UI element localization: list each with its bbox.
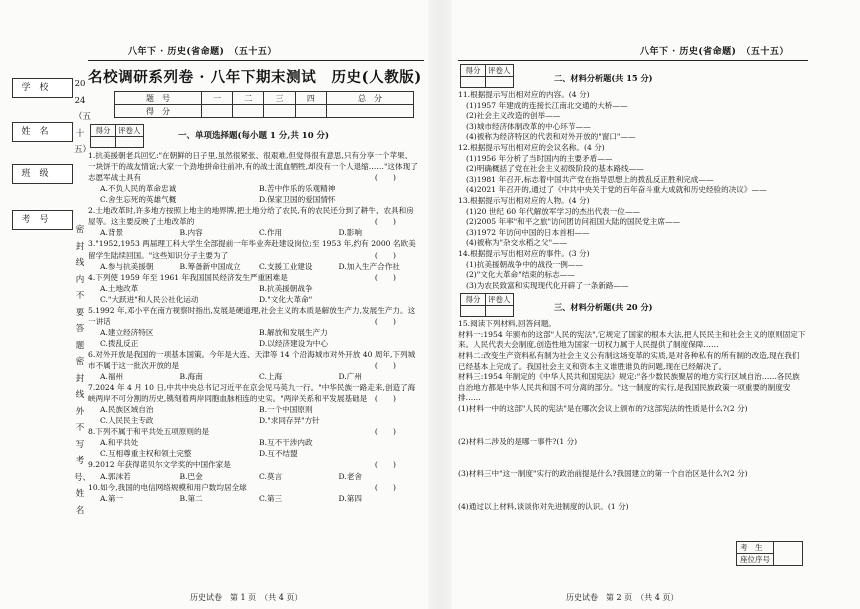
question-text: 9.2012 年获得诺贝尔文学奖的中国作家是	[88, 460, 231, 470]
fill-in-item[interactable]: (2)明确概括了党在社会主义初级阶段的基本路线——	[466, 164, 644, 174]
answer-option[interactable]: B.海南	[179, 372, 203, 382]
answer-option[interactable]: D.加入生产合作社	[338, 261, 400, 271]
option-group	[88, 261, 418, 272]
question-item	[458, 143, 806, 196]
question-text: 8.下列不属于和平共处五项原则的是	[88, 427, 210, 437]
question-item	[88, 349, 418, 382]
answer-option[interactable]: B.苦中作乐的乐观精神	[259, 184, 336, 194]
score-input[interactable]	[327, 105, 414, 118]
answer-bracket[interactable]: ( )	[374, 361, 396, 371]
grade-box-input[interactable]	[486, 77, 514, 88]
option-group	[88, 493, 418, 504]
question-text: 3."1952,1953 两届理工科大学生全部提前一年毕业奔赴建设岗位;至 1953 年,约有 2000 名欧美留学生陆续回国。"这些知识分子主要为了	[88, 239, 416, 260]
option-group	[88, 404, 418, 426]
answer-option[interactable]: C.第三	[259, 493, 283, 503]
answer-option[interactable]: A.背景	[100, 228, 124, 238]
option-group	[88, 437, 418, 459]
sub-question[interactable]: (2)材料二涉及的是哪一事件?(1 分)	[458, 436, 578, 446]
seat-number-box	[736, 541, 803, 566]
header-rule-left	[88, 60, 424, 61]
answer-option[interactable]: D.老舍	[338, 471, 362, 481]
page-fold	[428, 0, 452, 609]
grade-box-input[interactable]	[486, 306, 514, 317]
answer-option[interactable]: D.广州	[338, 372, 362, 382]
answer-bracket[interactable]: ( )	[374, 482, 396, 492]
answer-option[interactable]: C."大跃进"和人民公社化运动	[100, 294, 199, 304]
fill-in-item[interactable]: (1)1957 年建成的连接长江南北交通的大桥——	[466, 100, 628, 110]
question-stem	[88, 349, 418, 371]
grade-box-label: 得分	[91, 125, 116, 137]
school-label: 学 校	[12, 78, 58, 98]
question-stem	[88, 426, 418, 437]
grade-box-label: 得分	[461, 65, 486, 77]
question-text: 13.根据提示写出相对应的人物。(4 分)	[458, 195, 590, 205]
question-item	[88, 238, 418, 271]
grade-box-label: 评卷人	[486, 65, 514, 77]
name-label: 姓 名	[12, 122, 58, 142]
question-text: 4.下列使 1959 年至 1961 年我国国民经济发生严重困难是	[88, 272, 288, 282]
score-cell: 总 分	[327, 92, 414, 105]
question-item	[88, 382, 418, 426]
question-text: 11.根据提示写出相对应的内容。(4 分)	[458, 90, 590, 99]
question-text: 6.对外开放是我国的一项基本国策。今年是大连、天津等 14 个沿海城市对外开放 40 周年,下列城市不属于这一批次开放的是	[88, 349, 416, 371]
section1-title: 一、单项选择题(每小题 1 分,共 10 分)	[178, 131, 330, 141]
header-left: 八年下 · 历史(省命题) （五十五）	[128, 47, 277, 57]
answer-option[interactable]: C.人民民主专政	[100, 416, 154, 426]
fill-in-item[interactable]: (3)城市经济体制改革的中心环节——	[466, 121, 591, 131]
class-label: 班 级	[12, 164, 58, 184]
section1-header	[88, 124, 418, 150]
answer-bracket[interactable]: ( )	[374, 250, 396, 260]
grade-box-label: 评卷人	[486, 294, 514, 306]
question-item	[88, 272, 418, 305]
material-text: 材料一:1954 年颁布的这部"人民的宪法",它规定了国家的根本大法,把人民民主和社会主义的原则固定下来。人民代表大会制度,创造性地为国家一切权力属于人民提供了制度保障……	[458, 329, 806, 350]
answer-bracket[interactable]: ( )	[374, 316, 396, 326]
sub-question[interactable]: (3)材料三中"这一制度"实行的政治前提是什么?我国建立的第一个自治区是什么?(2 分)	[458, 469, 748, 479]
grade-box-label: 评卷人	[116, 125, 144, 137]
score-input[interactable]	[264, 105, 295, 118]
answer-option[interactable]: D."文化大革命"	[259, 294, 313, 304]
question-stem	[88, 272, 418, 283]
question-text: 15.阅读下列材料,回答问题。	[458, 319, 557, 329]
class-field[interactable]	[56, 164, 73, 184]
fill-in-item[interactable]: (1)抗美援朝战争中的战役一例——	[466, 259, 584, 269]
score-cell: 三	[264, 92, 295, 105]
grade-box-input[interactable]	[461, 77, 486, 88]
section3-title: 三、材料分析题(共 20 分)	[554, 302, 653, 313]
fill-in-item[interactable]: (4)被称为经济特区的代表和对外开放的"窗口"——	[466, 132, 636, 142]
question-text: 7.2024 年 4 月 10 日,中共中央总书记习近平在京会见马英九一行。"中华民族一路走来,创造了海峡两岸不可分割的历史,镌刻着两岸同胞血脉相连的史实。"两岸关系和平发展基础是	[88, 383, 416, 404]
fill-in-item[interactable]: (4)2021 年召开的,通过了《中共中央关于党的百年奋斗重大成就和历史经验的决议》——	[466, 185, 767, 195]
answer-option[interactable]: D."求同存异"方针	[259, 416, 320, 426]
score-input[interactable]	[201, 105, 232, 118]
answer-option[interactable]: B.第二	[179, 493, 203, 503]
answer-bracket[interactable]: ( )	[374, 394, 396, 404]
answer-option[interactable]: C.上海	[259, 372, 283, 382]
grade-box	[460, 64, 514, 88]
score-cell: 四	[295, 92, 326, 105]
answer-option[interactable]: C.支援工业建设	[259, 261, 313, 271]
fill-in-item[interactable]: (4)被称为"杂交水稻之父"——	[466, 238, 568, 248]
footer-right: 历史试卷 第 2 页 （共 4 页）	[566, 593, 679, 602]
score-cell: 二	[233, 92, 264, 105]
question-text: 1.抗美援朝老兵回忆:"在朝鲜的日子里,虽然很紧张、很艰难,但觉得很有意思,只有分享一个苹果、一块饼干的战友情谊;大家一个劲地拼命往前冲,有的战士流血牺牲,却没有一个人退缩……"这体现了志愿军战士具有	[88, 151, 418, 183]
paper-title: 名校调研系列卷 · 八年下期末测试 历史(人教版)	[88, 69, 422, 86]
answer-option[interactable]: D.影响	[338, 228, 362, 238]
answer-option[interactable]: D.以经济建设为中心	[259, 338, 328, 348]
question-stem	[88, 382, 418, 404]
answer-option[interactable]: A.民族区域自治	[100, 405, 154, 415]
question-text: 12.根据提示写出相对应的会议名称。(4 分)	[458, 142, 605, 152]
answer-bracket[interactable]: ( )	[374, 173, 396, 183]
answer-option[interactable]: A.建立经济特区	[100, 327, 154, 337]
answer-option[interactable]: A.郭沫若	[100, 471, 131, 481]
header-right: 八年下 · 历史(省命题) （五十五）	[640, 47, 789, 57]
question-stem	[88, 482, 418, 493]
seal-vertical-text: 密封线内不要答题密封线外不写考号、姓名	[74, 225, 92, 516]
answer-bracket[interactable]: ( )	[374, 217, 396, 227]
left-column	[88, 66, 422, 504]
answer-option[interactable]: C.舍生忘死的英雄气概	[100, 195, 177, 205]
answer-option[interactable]: A.参与抗美援朝	[100, 261, 154, 271]
seat-label: 考 生	[737, 542, 774, 554]
answer-option[interactable]: B.互不干涉内政	[259, 438, 313, 448]
score-input[interactable]	[295, 105, 326, 118]
question-item	[88, 459, 418, 481]
binding-strip	[8, 72, 92, 592]
section3-body	[458, 319, 806, 512]
question-item	[88, 150, 418, 205]
question-item	[88, 482, 418, 504]
answer-option[interactable]: A.和平共处	[100, 438, 139, 448]
school-field[interactable]	[56, 78, 73, 98]
option-group	[88, 283, 418, 305]
fill-in-item[interactable]: (3)为农民致富和实现现代化开辟了一条新路——	[466, 280, 629, 290]
answer-option[interactable]: A.土地改革	[100, 283, 139, 293]
grade-box	[460, 293, 514, 317]
fill-in-item[interactable]: (2)"文化大革命"结束的标志——	[466, 270, 575, 280]
answer-option[interactable]: B.一个中国原则	[259, 405, 313, 415]
fill-in-item[interactable]: (2)2005 年率"和平之旅"访问团访问祖国大陆的国民党主席——	[466, 217, 681, 227]
answer-option[interactable]: B.内容	[179, 228, 203, 238]
answer-option[interactable]: B.筹备新中国成立	[179, 261, 241, 271]
answer-option[interactable]: D.互不结盟	[259, 449, 298, 459]
score-table	[114, 91, 414, 118]
answer-option[interactable]: D.保家卫国的爱国情怀	[259, 195, 336, 205]
question-item	[88, 426, 418, 459]
question-item	[458, 249, 806, 291]
section3-header	[458, 293, 806, 313]
sub-question[interactable]: (1)材料一中的这部"人民的宪法"是在哪次会议上颁布的?这部宪法的性质是什么?(2 分)	[458, 404, 748, 414]
material-text: 材料三:1954 年制定的《中华人民共和国宪法》规定:"各少数民族聚居的地方实行区域自治……各民族自治地方都是中华人民共和国不可分离的部分。"这一制度的实行,是我国民族政策一项重要的制度安排……	[458, 372, 800, 403]
section2-title: 二、材料分析题(共 15 分)	[554, 73, 653, 83]
answer-option[interactable]: C.莫言	[259, 471, 283, 481]
option-group	[88, 183, 418, 205]
answer-bracket[interactable]: ( )	[374, 427, 396, 437]
section2-list	[458, 90, 806, 291]
name-field[interactable]	[56, 122, 73, 142]
answer-option[interactable]: A.第一	[100, 493, 124, 503]
fill-in-item[interactable]: (2)社会主义改造的创举——	[466, 111, 561, 121]
year-vertical-text: 2024（五十五）	[74, 79, 92, 155]
option-group	[88, 227, 418, 238]
option-group	[88, 471, 418, 482]
exam-number-field[interactable]	[56, 210, 73, 230]
answer-option[interactable]: C.作用	[259, 228, 283, 238]
question-text: 2.土地改革时,许多地方按照上地主的地界牌,把土地分给了农民,有的农民还分到了耕牛、农具和房屋等。这主要反映了土地改革的	[88, 206, 414, 227]
seat-label: 座位序号	[737, 554, 774, 566]
grade-box	[90, 124, 144, 148]
question-stem	[88, 205, 418, 227]
score-row-label: 得 分	[115, 105, 202, 118]
fill-in-item[interactable]: (3)1981 年召开,标志着中国共产党在指导思想上的拨乱反正胜利完成——	[466, 174, 714, 184]
answer-option[interactable]: C.互相尊重主权和领土完整	[100, 449, 192, 459]
grade-box-input[interactable]	[91, 137, 116, 148]
question-text: 10.如今,我国的电信网络规模和用户数均居全球	[88, 482, 247, 492]
answer-option[interactable]: B.抗美援朝战争	[259, 283, 313, 293]
header-rule-right	[458, 60, 808, 61]
question-item	[458, 90, 806, 143]
option-group	[88, 371, 418, 382]
fill-in-item[interactable]: (3)1972 年访问中国的日本首相——	[466, 227, 590, 237]
answer-option[interactable]: C.拨乱反正	[100, 338, 139, 348]
question-stem	[88, 238, 418, 260]
question-text: 14.根据提示写出相对应的事件。(3 分)	[458, 248, 590, 258]
answer-option[interactable]: A.不负人民的革命忠诚	[100, 184, 177, 194]
right-column	[458, 64, 806, 512]
option-group	[88, 327, 418, 349]
sub-question[interactable]: (4)通过以上材料,谈谈你对先进制度的认识。(1 分)	[458, 501, 629, 511]
score-cell: 一	[201, 92, 232, 105]
question-stem	[88, 305, 418, 327]
seat-input[interactable]	[774, 542, 803, 566]
fill-in-item[interactable]: (1)20 世纪 60 年代解放军学习的杰出代表一位——	[466, 206, 641, 216]
question-stem	[88, 459, 418, 470]
answer-option[interactable]: D.第四	[338, 493, 362, 503]
exam-number-label: 考 号	[12, 210, 58, 230]
score-input[interactable]	[233, 105, 264, 118]
score-cell: 题 号	[115, 92, 202, 105]
question-item	[88, 305, 418, 349]
question-text: 5.1992 年,邓小平在南方视察时指出,发展是硬道理,社会主义的本质是解放生产力,发展生产力。这一讲话	[88, 305, 416, 326]
answer-option[interactable]: B.解放和发展生产力	[259, 327, 328, 337]
answer-option[interactable]: A.福州	[100, 372, 124, 382]
grade-box-input[interactable]	[116, 137, 144, 148]
grade-box-input[interactable]	[461, 306, 486, 317]
footer-left: 历史试卷 第 1 页 （共 4 页）	[190, 593, 303, 602]
answer-bracket[interactable]: ( )	[374, 460, 396, 470]
material-text: 材料二:改变生产资料私有制为社会主义公有制这场变革的实质,是对各种私有的所有制的改造,现在我们已经基本上完成了。我国社会主义和资本主义谁胜谁负的问题,现在已经解决了。	[458, 351, 800, 371]
section2-header	[458, 64, 806, 84]
question-stem	[88, 150, 418, 183]
answer-option[interactable]: B.巴金	[179, 471, 203, 481]
grade-box-label: 得分	[461, 294, 486, 306]
question-item	[458, 196, 806, 249]
question-list	[88, 150, 418, 504]
fill-in-item[interactable]: (1)1956 年分析了当时国内的主要矛盾——	[466, 153, 613, 163]
question-item	[88, 205, 418, 238]
answer-bracket[interactable]: ( )	[374, 272, 396, 282]
